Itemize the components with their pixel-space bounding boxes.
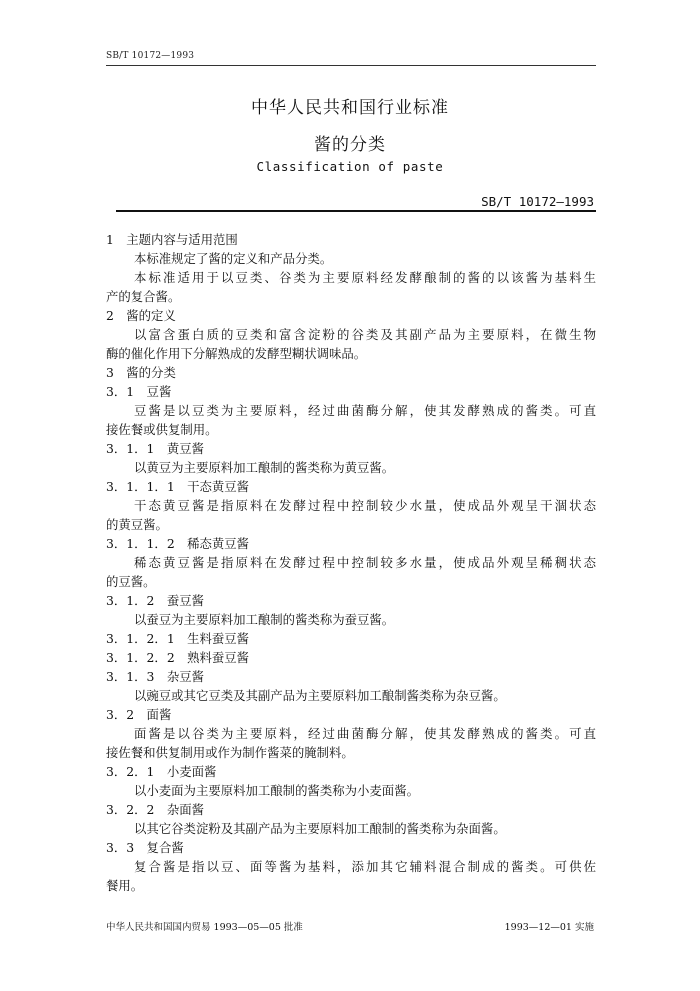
document-subtitle: Classification of paste [256,159,444,174]
footer-approval: 中华人民共和国国内贸易 1993—05—05 批准 [106,922,303,933]
document-body [106,230,596,895]
body-line: 的黄豆酱。 [106,517,168,532]
body-line: 3．3 复合酱 [106,840,184,855]
body-line: 面酱是以谷类为主要原料，经过曲菌酶分解，使其发酵熟成的酱类。可直 [134,726,596,741]
body-line: 本标准适用于以豆类、谷类为主要原料经发酵酿制的酱的以该酱为基料生 [134,270,596,285]
body-line: 本标准规定了酱的定义和产品分类。 [134,251,333,266]
body-line: 3．1．1．2 稀态黄豆酱 [106,536,250,551]
body-line: 酶的催化作用下分解熟成的发酵型糊状调味品。 [106,346,367,361]
body-line: 稀态黄豆酱是指原料在发酵过程中控制较多水量，使成品外观呈稀稠状态 [134,555,596,570]
body-line: 以富含蛋白质的豆类和富含淀粉的谷类及其副产品为主要原料，在微生物 [134,327,596,342]
standard-title: 中华人民共和国行业标准 [251,98,449,118]
body-line: 接佐餐和供复制用或作为制作酱菜的腌制料。 [106,745,354,760]
body-line: 3．2．2 杂面酱 [106,802,204,817]
document-title: 酱的分类 [314,135,386,155]
body-line: 2 酱的定义 [106,308,176,323]
body-line: 3．1 豆酱 [106,384,172,399]
body-line: 3．1．3 杂豆酱 [106,669,204,684]
footer-effective-date: 1993—12—01 实施 [504,922,594,933]
body-line: 以小麦面为主要原料加工酿制的酱类称为小麦面酱。 [134,783,419,798]
body-line: 3．1．2 蚕豆酱 [106,593,204,608]
body-line: 3．2 面酱 [106,707,172,722]
standard-number: SB/T 10172—1993 [481,194,594,209]
body-line: 复合酱是指以豆、面等酱为基料，添加其它辅料混合制成的酱类。可供佐 [134,859,596,874]
body-line: 3 酱的分类 [106,365,176,380]
body-line: 1 主题内容与适用范围 [106,232,238,247]
body-line: 以蚕豆为主要原料加工酿制的酱类称为蚕豆酱。 [134,612,395,627]
body-line: 以其它谷类淀粉及其副产品为主要原料加工酿制的酱类称为杂面酱。 [134,821,506,836]
body-line: 接佐餐或供复制用。 [106,422,218,437]
body-line: 3．1．1．1 干态黄豆酱 [106,479,250,494]
running-head: SB/T 10172—1993 [106,51,195,61]
body-line: 3．1．1 黄豆酱 [106,441,204,456]
body-line: 的豆酱。 [106,574,156,589]
body-line: 以豌豆或其它豆类及其副产品为主要原料加工酿制酱类称为杂豆酱。 [134,688,506,703]
body-line: 3．1．2．1 生料蚕豆酱 [106,631,250,646]
body-line: 3．1．2．2 熟料蚕豆酱 [106,650,250,665]
body-line: 以黄豆为主要原料加工酿制的酱类称为黄豆酱。 [134,460,395,475]
body-line: 3．2．1 小麦面酱 [106,764,217,779]
body-line: 干态黄豆酱是指原料在发酵过程中控制较少水量，使成品外观呈干涸状态 [134,498,596,513]
body-line: 豆酱是以豆类为主要原料，经过曲菌酶分解，使其发酵熟成的酱类。可直 [134,403,596,418]
header-rule [106,65,596,66]
body-line: 餐用。 [106,878,144,893]
title-rule [116,210,596,212]
body-line: 产的复合酱。 [106,289,181,304]
